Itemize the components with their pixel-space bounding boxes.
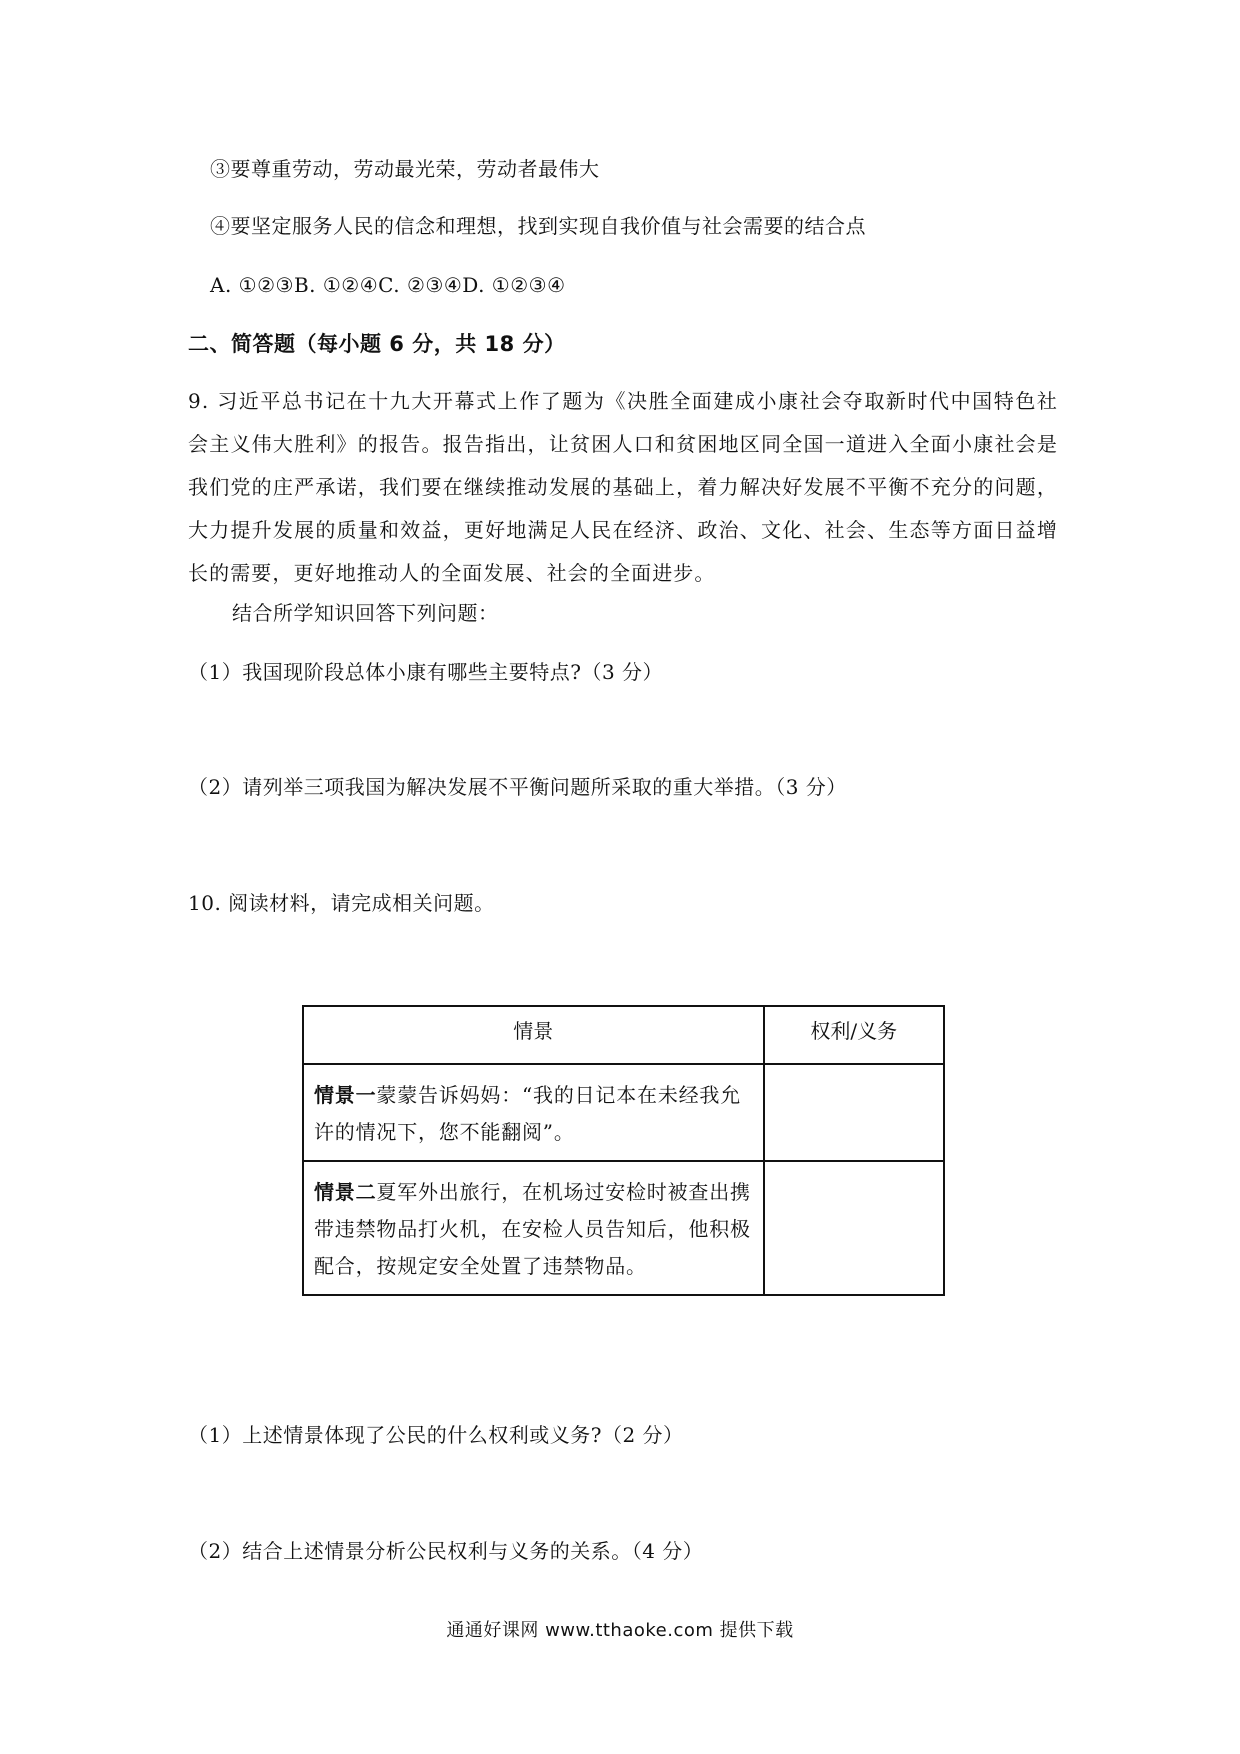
- question-9-sub1: （1）我国现阶段总体小康有哪些主要特点?（3 分）: [188, 660, 664, 684]
- option-item-3: ③要尊重劳动，劳动最光荣，劳动者最伟大: [210, 157, 600, 181]
- option-item-4: ④要坚定服务人民的信念和理想，找到实现自我价值与社会需要的结合点: [210, 214, 866, 238]
- scene-label: 情景二: [314, 1180, 377, 1204]
- answer-cell[interactable]: [764, 1064, 944, 1161]
- table-header-row: [303, 1006, 944, 1064]
- question-10-intro: 10. 阅读材料，请完成相关问题。: [188, 891, 495, 915]
- table-row: [303, 1161, 944, 1295]
- table-row: [303, 1064, 944, 1161]
- scene-cell: [303, 1161, 764, 1295]
- section-title: 二、简答题（每小题 6 分，共 18 分）: [188, 332, 566, 356]
- question-9-instruction: 结合所学知识回答下列问题：: [232, 601, 499, 625]
- question-10-sub1: （1）上述情景体现了公民的什么权利或义务?（2 分）: [188, 1423, 684, 1447]
- scene-label: 情景一: [314, 1083, 377, 1107]
- scene-text: 夏军外出旅行，在机场过安检时被查出携带违禁物品打火机，在安检人员告知后，他积极配合，按规定安全处置了违禁物品。: [314, 1180, 751, 1278]
- header-scene: 情景: [303, 1006, 764, 1064]
- rights-duties-table: [302, 1005, 945, 1296]
- header-rights-duties: 权利/义务: [764, 1006, 944, 1064]
- footer-watermark: 通通好课网 www.tthaoke.com 提供下载: [446, 1620, 794, 1641]
- answer-cell[interactable]: [764, 1161, 944, 1295]
- question-9-sub2: （2）请列举三项我国为解决发展不平衡问题所采取的重大举措。（3 分）: [188, 775, 847, 799]
- question-9-text: 9. 习近平总书记在十九大开幕式上作了题为《决胜全面建成小康社会夺取新时代中国特色社会主义伟大胜利》的报告。报告指出，让贫困人口和贫困地区同全国一道进入全面小康社会是我们党的庄严承诺，我们要在继续推动发展的基础上，着力解决好发展不平衡不充分的问题，大力提升发展的质量和效益，更好地满足人民在经济、政治、文化、社会、生态等方面日益增长的需要，更好地推动人的全面发展、社会的全面进步。: [188, 389, 1058, 585]
- scene-cell: [303, 1064, 764, 1161]
- scene-text: 蒙蒙告诉妈妈：“我的日记本在未经我允许的情况下，您不能翻阅”。: [314, 1083, 742, 1144]
- question-10-sub2: （2）结合上述情景分析公民权利与义务的关系。（4 分）: [188, 1539, 704, 1563]
- answer-options: A. ①②③B. ①②④C. ②③④D. ①②③④: [210, 273, 566, 297]
